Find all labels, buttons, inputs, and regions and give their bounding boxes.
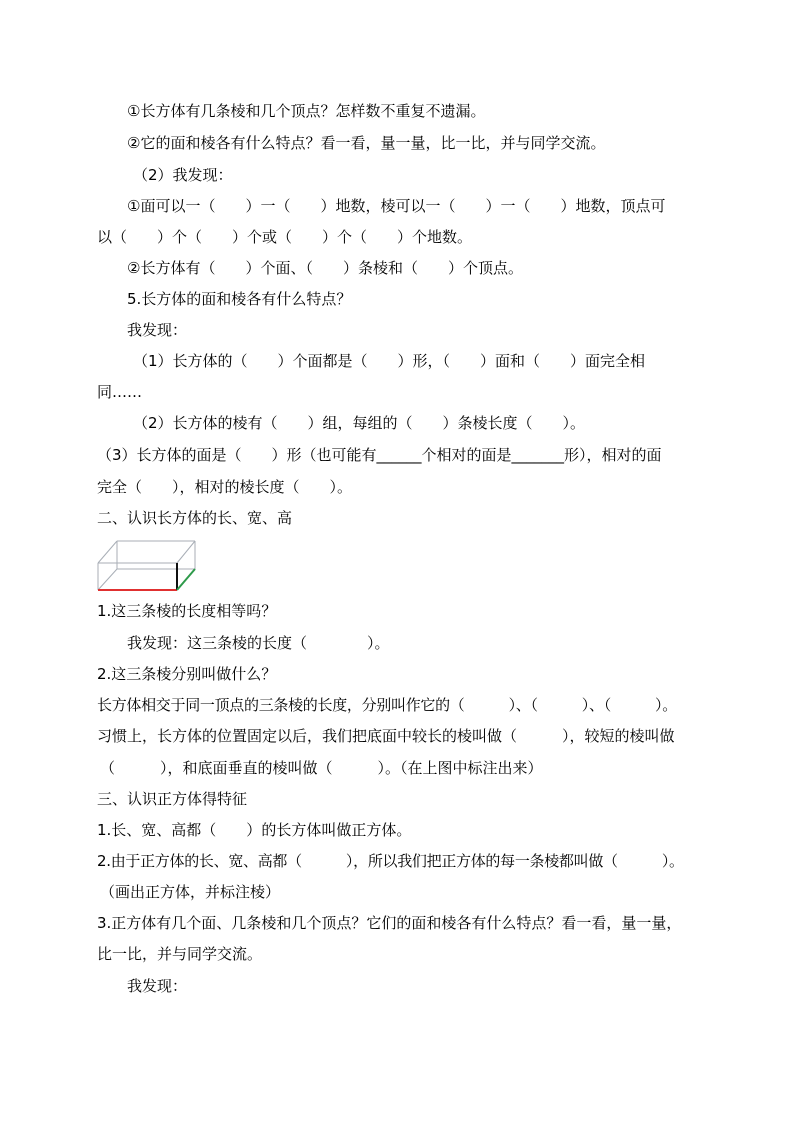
cuboid-diagonal-bottom-left	[98, 569, 117, 590]
text-line: 完全（ ），相对的棱长度（ ）。	[97, 478, 353, 496]
text-line: ①长方体有几条棱和几个顶点？怎样数不重复不遗漏。	[127, 102, 486, 120]
width-edge	[177, 569, 195, 590]
text-line: ②长方体有（ ）个面、（ ）条棱和（ ）个顶点。	[127, 259, 523, 277]
section-heading: 5.长方体的面和棱各有什么特点？	[127, 290, 352, 308]
text-line: 1.长、宽、高都（ ）的长方体叫做正方体。	[97, 821, 412, 839]
section-heading: 三、认识正方体得特征	[97, 790, 248, 808]
text-line: 我发现：	[127, 977, 188, 995]
text-line: 比一比，并与同学交流。	[97, 945, 263, 963]
text-line: （1）长方体的（ ）个面都是（ ）形，（ ）面和（ ）面完全相	[133, 352, 646, 370]
text-line: 以（ ）个（ ）个或（ ）个（ ）个地数。	[97, 228, 473, 246]
cuboid-diagonal-top-left	[98, 541, 117, 563]
text-line: 2.由于正方体的长、宽、高都（ ），所以我们把正方体的每一条棱都叫做（ ）。	[97, 852, 684, 870]
text-line: 2.这三条棱分别叫做什么？	[97, 665, 277, 683]
section-heading: 二、认识长方体的长、宽、高	[97, 509, 293, 527]
text-line: ②它的面和棱各有什么特点？看一看，量一量，比一比，并与同学交流。	[127, 134, 606, 152]
text-line: （ ），和底面垂直的棱叫做（ ）。（在上图中标注出来）	[100, 759, 543, 777]
text-line: （画出正方体，并标注棱）	[100, 883, 281, 901]
text-line: （2）长方体的棱有（ ）组，每组的（ ）条棱长度（ ）。	[133, 414, 586, 432]
text-line: ①面可以一（ ）一（ ）地数，棱可以一（ ）一（ ）地数，顶点可	[127, 197, 666, 215]
text-line: 习惯上，长方体的位置固定以后，我们把底面中较长的棱叫做（ ），较短的棱叫做	[97, 727, 675, 745]
text-line: （3）长方体的面是（ ）形（也可能有______个相对的面是_______形），相对的面	[97, 446, 662, 464]
cuboid-diagram	[97, 540, 197, 592]
text-line: 同……	[97, 383, 143, 401]
text-line: 我发现：	[127, 321, 188, 339]
text-line: 1.这三条棱的长度相等吗？	[97, 602, 277, 620]
text-line: 我发现：这三条棱的长度（ ）。	[127, 634, 390, 652]
text-line: 3.正方体有几个面、几条棱和几个顶点？它们的面和棱各有什么特点？看一看，量一量，	[97, 914, 682, 932]
text-line: 长方体相交于同一顶点的三条棱的长度，分别叫作它的（ ）、（ ）、（ ）。	[97, 696, 677, 714]
text-line: （2）我发现：	[133, 166, 233, 184]
cuboid-diagonal-top-right	[177, 541, 195, 563]
